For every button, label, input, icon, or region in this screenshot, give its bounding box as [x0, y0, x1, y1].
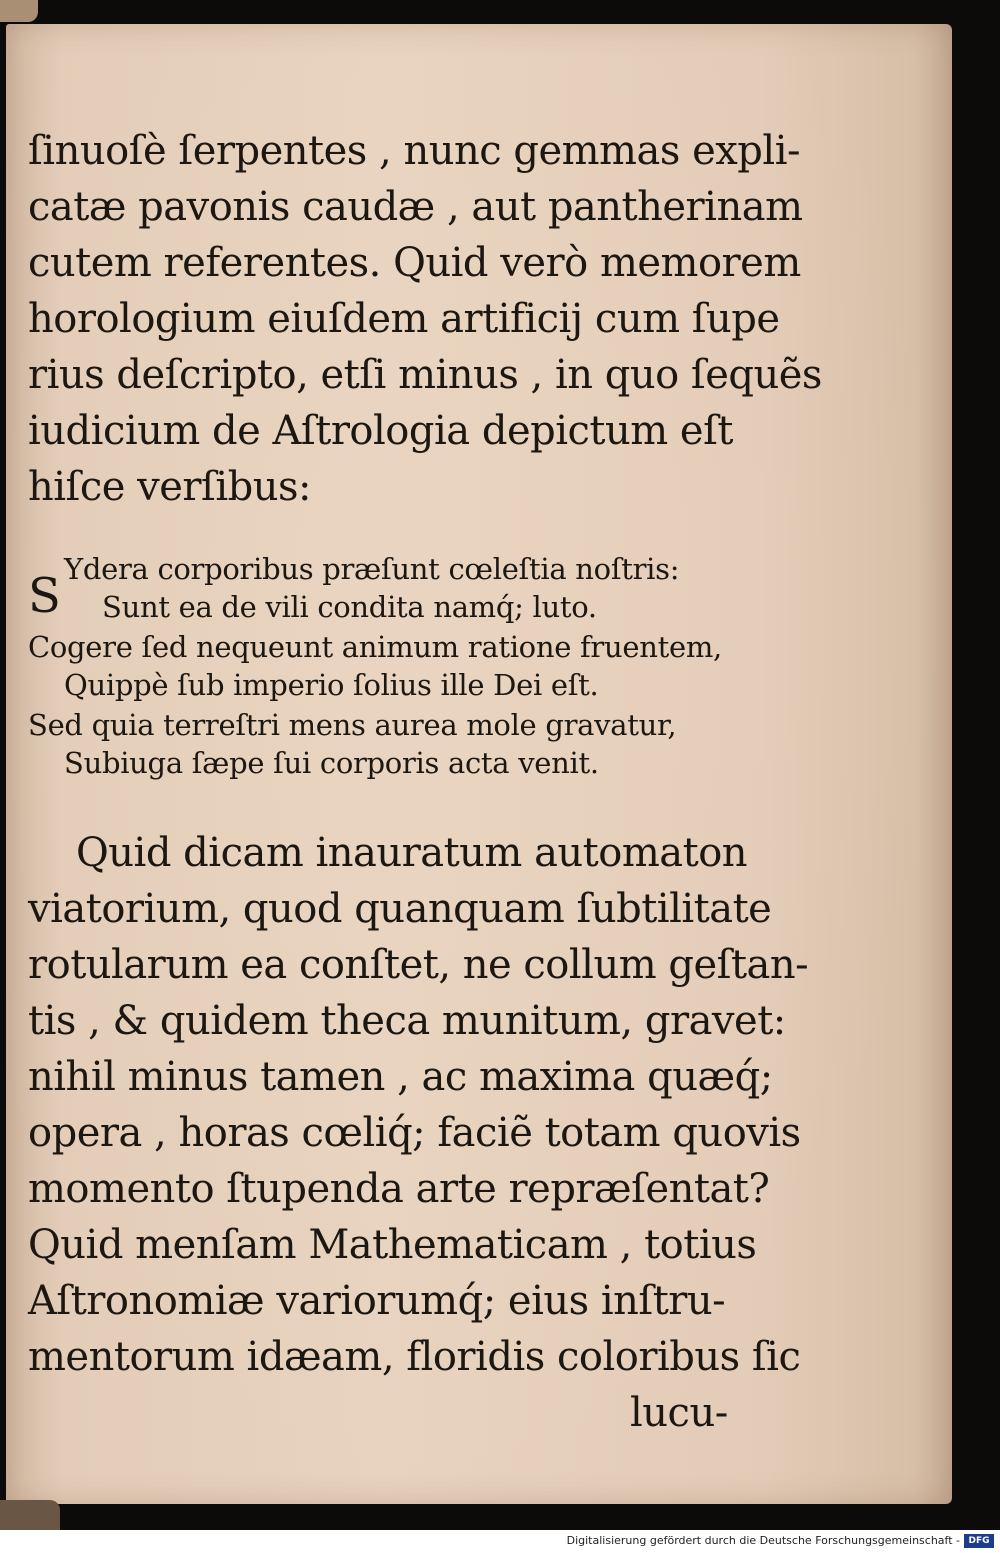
- funding-credit-text: Digitalisierung gefördert durch die Deutsche Forschungsgemeinschaft -: [566, 1534, 960, 1547]
- prose-line: rotularum ea conſtet, ne collum geſtan-: [28, 942, 809, 988]
- verse-line: Subiuga ſæpe ſui corporis acta venit.: [64, 746, 599, 780]
- binding-edge-top: [0, 0, 38, 22]
- verse-line: Ydera corporibus præſunt cœleſtia noſtris:: [64, 552, 680, 586]
- prose-line: horologium eiuſdem artificij cum ſupe: [28, 296, 780, 342]
- prose-line: ſinuoſè ſerpentes , nunc gemmas expli-: [28, 128, 801, 174]
- prose-line: Quid dicam inauratum automaton: [76, 830, 748, 876]
- prose-line: tis , & quidem theca munitum, gravet:: [28, 998, 786, 1044]
- verse-line: Quippè ſub imperio ſolius ille Dei eſt.: [64, 668, 599, 702]
- catchword: lucu-: [630, 1390, 728, 1436]
- verse-line: Cogere ſed nequeunt animum ratione fruentem,: [28, 630, 722, 664]
- verse-line: Sed quia terreſtri mens aurea mole gravatur,: [28, 708, 677, 742]
- dfg-logo: DFG: [964, 1534, 994, 1548]
- prose-line: mentorum idæam, floridis coloribus ſic: [28, 1334, 801, 1380]
- verse-drop-cap: S: [28, 568, 61, 624]
- prose-line: nihil minus tamen , ac maxima quæq́;: [28, 1054, 773, 1100]
- prose-line: rius deſcripto, etſi minus , in quo ſequẽs: [28, 352, 822, 398]
- prose-line: momento ſtupenda arte repræſentat?: [28, 1166, 770, 1212]
- funding-footer: [0, 1530, 1000, 1553]
- prose-line: cutem referentes. Quid verò memorem: [28, 240, 801, 286]
- prose-line: opera , horas cœliq́; faciẽ totam quovis: [28, 1110, 801, 1156]
- prose-line: catæ pavonis caudæ , aut pantherinam: [28, 184, 803, 230]
- prose-line: Aſtronomiæ variorumq́; eius inſtru-: [28, 1278, 726, 1324]
- prose-line: Quid menſam Mathematicam , totius: [28, 1222, 757, 1268]
- verse-line: Sunt ea de vili condita namq́; luto.: [102, 590, 597, 624]
- binding-edge-bottom: [0, 1500, 60, 1530]
- book-page: [6, 24, 952, 1504]
- prose-line: viatorium, quod quanquam ſubtilitate: [28, 886, 772, 932]
- prose-line: iudicium de Aſtrologia depictum eſt: [28, 408, 733, 454]
- prose-line: hiſce verſibus:: [28, 464, 312, 510]
